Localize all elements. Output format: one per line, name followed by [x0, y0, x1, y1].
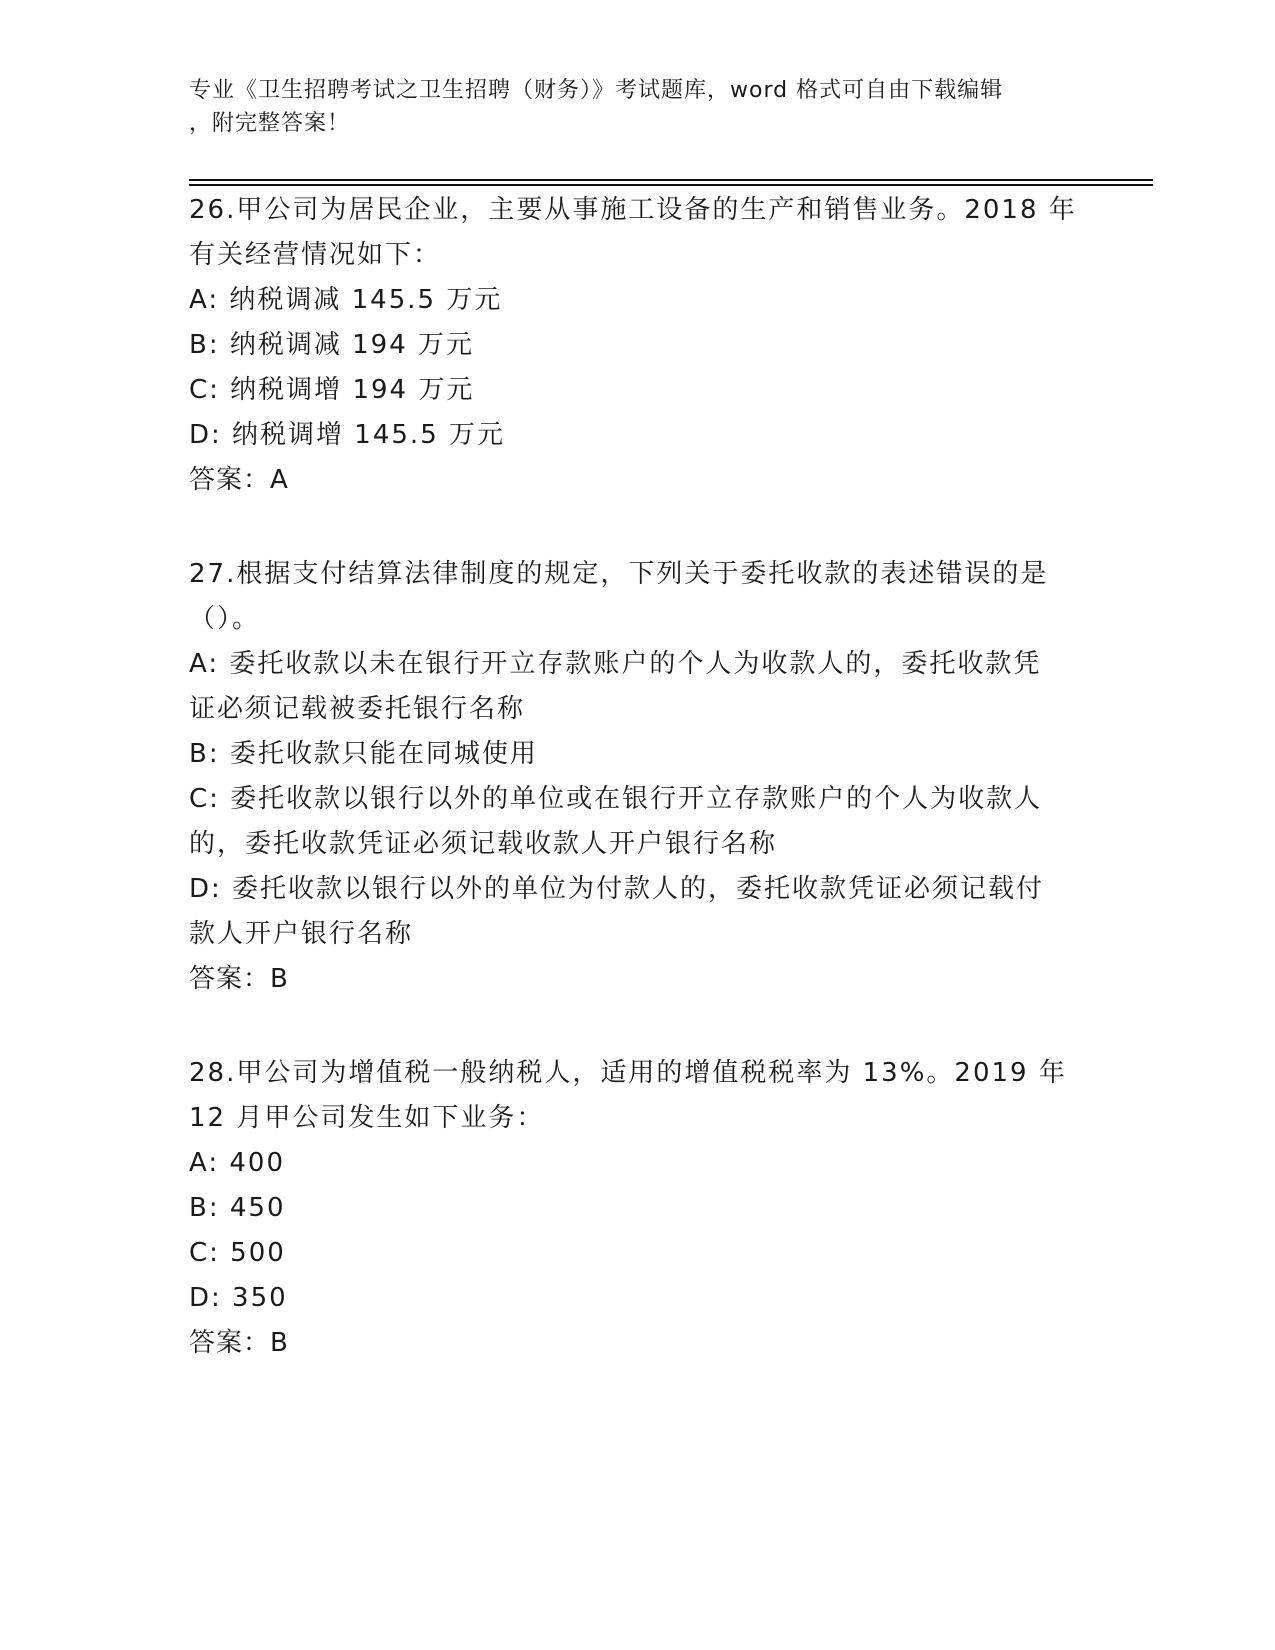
option-c-continued: 的，委托收款凭证必须记载收款人开户银行名称 — [189, 829, 778, 859]
option-a: A: 委托收款以未在银行开立存款账户的个人为收款人的，委托收款凭 — [189, 649, 1042, 679]
option-b: B: 450 — [189, 1193, 286, 1223]
header-line-2: ，附完整答案！ — [189, 111, 351, 136]
question-stem-line: 有关经营情况如下： — [189, 240, 442, 270]
document-header — [189, 74, 1089, 140]
option-c: C: 委托收款以银行以外的单位或在银行开立存款账户的个人为收款人 — [189, 784, 1043, 814]
option-c: C: 500 — [189, 1238, 286, 1268]
option-a: A: 纳税调减 145.5 万元 — [189, 285, 503, 315]
option-d: D: 纳税调增 145.5 万元 — [189, 420, 506, 450]
option-d: D: 350 — [189, 1283, 288, 1313]
header-line-1: 专业《卫生招聘考试之卫生招聘（财务）》考试题库，word 格式可自由下载编辑 — [189, 78, 1004, 103]
option-d: D: 委托收款以银行以外的单位为付款人的，委托收款凭证必须记载付 — [189, 874, 1045, 904]
option-d-continued: 款人开户银行名称 — [189, 919, 414, 949]
question-27 — [189, 552, 1089, 1002]
header-divider-top — [189, 179, 1153, 181]
question-stem-line: 12 月甲公司发生如下业务： — [189, 1103, 545, 1133]
answer: 答案：B — [189, 964, 289, 994]
answer: 答案：A — [189, 465, 289, 495]
option-c: C: 纳税调增 194 万元 — [189, 375, 475, 405]
question-28 — [189, 1051, 1089, 1366]
option-a: A: 400 — [189, 1148, 285, 1178]
question-stem-line: 28.甲公司为增值税一般纳税人，适用的增值税税率为 13%。2019 年 — [189, 1058, 1067, 1088]
option-a-continued: 证必须记载被委托银行名称 — [189, 694, 526, 724]
question-stem-line: 27.根据支付结算法律制度的规定，下列关于委托收款的表述错误的是 — [189, 559, 1049, 589]
option-b: B: 委托收款只能在同城使用 — [189, 739, 538, 769]
question-stem-line: 26.甲公司为居民企业，主要从事施工设备的生产和销售业务。2018 年 — [189, 195, 1077, 225]
option-b: B: 纳税调减 194 万元 — [189, 330, 475, 360]
answer: 答案：B — [189, 1328, 289, 1358]
header-divider-bottom — [189, 184, 1153, 186]
question-stem-line: （）。 — [189, 604, 261, 634]
question-26 — [189, 188, 1089, 503]
